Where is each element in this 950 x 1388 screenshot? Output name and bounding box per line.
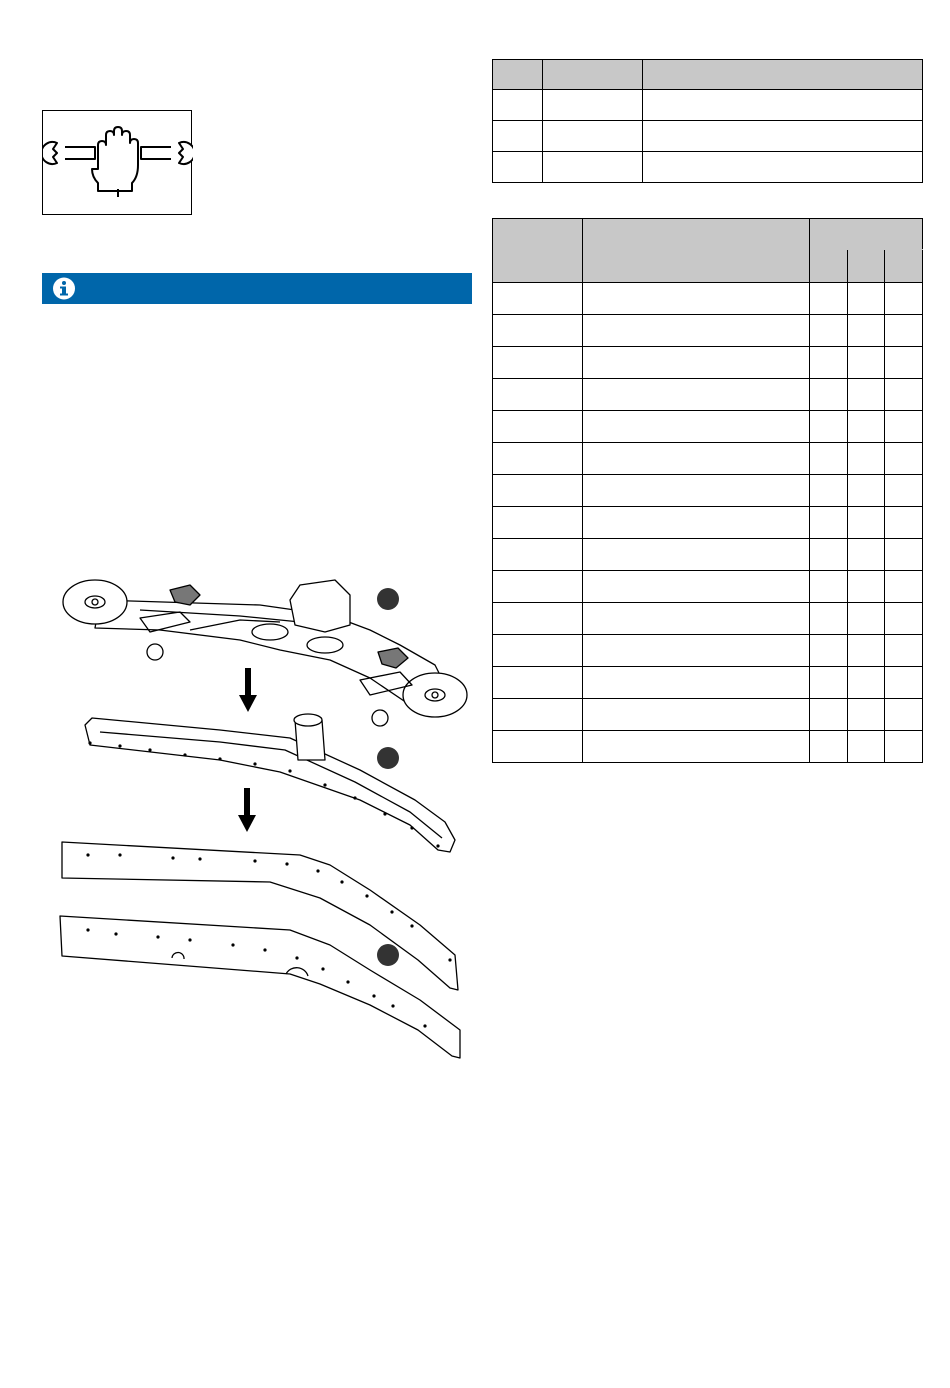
table-cell [848, 539, 885, 571]
table-cell [885, 571, 923, 603]
table-cell [583, 635, 810, 667]
table-cell [493, 571, 583, 603]
table-cell [848, 315, 885, 347]
table-cell [848, 699, 885, 731]
table-cell [493, 731, 583, 763]
table-cell [810, 571, 848, 603]
table-cell [885, 315, 923, 347]
header-cell [810, 250, 848, 283]
knob-left [170, 585, 200, 605]
header-cell [543, 60, 643, 90]
down-arrow [238, 788, 256, 832]
header-cell [810, 219, 923, 250]
table-cell [810, 603, 848, 635]
table-row [493, 315, 923, 347]
table-row [493, 635, 923, 667]
table-cell [583, 283, 810, 315]
table-cell [583, 315, 810, 347]
table-cell [583, 731, 810, 763]
header-cell [848, 250, 885, 283]
service-symbol-box [42, 110, 192, 215]
table-cell [583, 539, 810, 571]
table-cell [643, 121, 923, 152]
table-cell [543, 121, 643, 152]
table-cell [493, 443, 583, 475]
table-cell [493, 315, 583, 347]
table-cell [810, 411, 848, 443]
table-cell [493, 379, 583, 411]
table-cell [885, 347, 923, 379]
table-row [493, 603, 923, 635]
table-body [493, 283, 923, 763]
table-cell [810, 283, 848, 315]
table-row [493, 347, 923, 379]
table-cell [885, 507, 923, 539]
table-cell [643, 90, 923, 121]
table-row [493, 539, 923, 571]
table-cell [583, 379, 810, 411]
info-icon [53, 278, 75, 300]
header-cell [583, 219, 810, 283]
table-cell [810, 475, 848, 507]
squeegee-assembly-figure [40, 560, 480, 1070]
table-cell [810, 635, 848, 667]
table-row [493, 571, 923, 603]
table-cell [493, 121, 543, 152]
table-cell [885, 283, 923, 315]
table-cell [885, 539, 923, 571]
table-row [493, 379, 923, 411]
table-cell [885, 603, 923, 635]
table-cell [493, 152, 543, 183]
spec-table-large [492, 218, 923, 763]
table-row [493, 699, 923, 731]
table-cell [848, 731, 885, 763]
table-cell [885, 699, 923, 731]
table-cell [810, 667, 848, 699]
header-cell [885, 250, 923, 283]
table-cell [493, 475, 583, 507]
table-cell [885, 443, 923, 475]
marker-1 [377, 588, 399, 610]
squeegee-frame [85, 718, 455, 852]
info-note-bar [42, 273, 472, 304]
table-cell [583, 507, 810, 539]
down-arrow [239, 668, 257, 712]
table-cell [493, 699, 583, 731]
table-cell [848, 635, 885, 667]
table-cell [543, 152, 643, 183]
table-cell [493, 603, 583, 635]
table-cell [885, 635, 923, 667]
table-header-row [493, 219, 923, 250]
table-cell [493, 411, 583, 443]
table-row [493, 731, 923, 763]
table-cell [493, 90, 543, 121]
table-cell [848, 283, 885, 315]
table-cell [848, 475, 885, 507]
table-header-row [493, 60, 923, 90]
table-cell [810, 443, 848, 475]
table-row [493, 667, 923, 699]
table-cell [885, 731, 923, 763]
table-cell [493, 507, 583, 539]
table-row [493, 411, 923, 443]
table-cell [583, 571, 810, 603]
table-row [493, 475, 923, 507]
table-cell [493, 667, 583, 699]
table-cell [583, 347, 810, 379]
table-cell [885, 475, 923, 507]
table-cell [810, 315, 848, 347]
table-cell [848, 347, 885, 379]
table-cell [848, 507, 885, 539]
wrench-hand-wrench-icon [43, 111, 193, 216]
table-cell [885, 411, 923, 443]
table-cell [583, 667, 810, 699]
table-cell [848, 411, 885, 443]
spec-table-small [492, 59, 923, 183]
header-cell [493, 60, 543, 90]
table-row [493, 283, 923, 315]
table-cell [583, 411, 810, 443]
marker-3 [377, 944, 399, 966]
table-cell [848, 603, 885, 635]
marker-2 [377, 747, 399, 769]
table-cell [885, 667, 923, 699]
table-row [493, 443, 923, 475]
table-cell [493, 539, 583, 571]
table-cell [810, 507, 848, 539]
table-cell [848, 667, 885, 699]
table-cell [885, 379, 923, 411]
table-row [493, 507, 923, 539]
table-cell [848, 443, 885, 475]
table-cell [810, 379, 848, 411]
table-cell [583, 699, 810, 731]
table-cell [810, 539, 848, 571]
table-cell [810, 731, 848, 763]
table-cell [543, 90, 643, 121]
table-cell [810, 699, 848, 731]
table-row [493, 90, 923, 121]
table-row [493, 152, 923, 183]
table-cell [643, 152, 923, 183]
header-cell [493, 219, 583, 283]
table-cell [583, 475, 810, 507]
table-cell [848, 571, 885, 603]
table-cell [583, 443, 810, 475]
table-cell [810, 347, 848, 379]
table-cell [493, 283, 583, 315]
table-row [493, 121, 923, 152]
table-cell [848, 379, 885, 411]
header-cell [643, 60, 923, 90]
table-cell [493, 347, 583, 379]
table-cell [493, 635, 583, 667]
table-cell [583, 603, 810, 635]
